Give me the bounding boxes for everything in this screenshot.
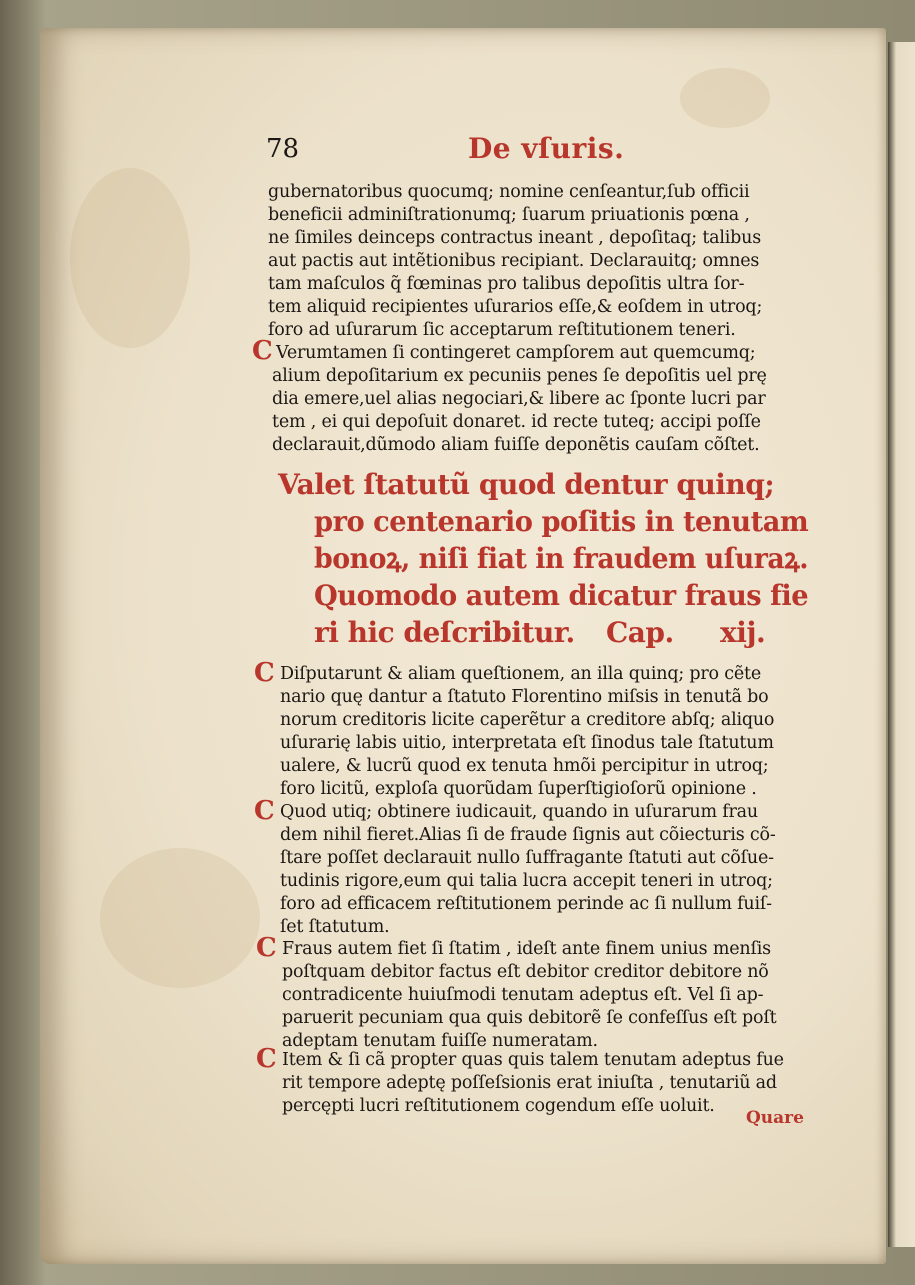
text-line: nario quę dantur a ſtatuto Florentino miſsis in tenutã bo: [280, 687, 769, 707]
page-number: 78: [266, 134, 300, 164]
text-line: rit tempore adeptę poſſeſsionis erat iniuſta , tenutariũ ad: [282, 1073, 777, 1093]
text-line: foro ad efficacem reſtitutionem perinde ac ſi nullum fuiſ-: [280, 894, 772, 914]
text-line: Verumtamen ſi contingeret campſorem aut quemcumq;: [276, 343, 756, 363]
text-line: ſtare poſſet declarauit nullo ſuffragante ſtatuti aut cõſue-: [280, 848, 774, 868]
text-line: ne ſimiles deinceps contractus ineant , depoſitaq; talibus: [268, 228, 762, 248]
text-line: foro licitũ, exploſa quorũdam ſuperſtigioſorũ opinione .: [280, 779, 757, 799]
text-line: uſurarię labis uitio, interpretata eſt ſinodus tale ſtatutum: [280, 733, 774, 753]
text-line: gubernatoribus quocumq; nomine cenſeantur,ſub officii: [268, 182, 750, 202]
text-line: norum creditoris licite caperẽtur a creditore abſq; aliquo: [280, 710, 775, 730]
chapter-heading-line: pro centenario poſitis in tenutam: [314, 505, 809, 538]
chapter-number: xij.: [720, 616, 766, 649]
text-line: foro ad uſurarum ſic acceptarum reſtitutionem teneri.: [268, 320, 736, 340]
text-line: Quod utiq; obtinere iudicauit, quando in uſurarum frau: [280, 802, 758, 822]
pilcrow-mark: C: [252, 336, 273, 366]
text-line: tem , ei qui depoſuit donaret. id recte tuteq; accipi poſſe: [272, 412, 761, 432]
text-line: dia emere,uel alias negociari,& libere ac ſponte lucri par: [272, 389, 766, 409]
chapter-heading-line: Quomodo autem dicatur fraus fie: [314, 579, 809, 612]
text-line: ualere, & lucrũ quod ex tenuta hmõi percipitur in utroq;: [280, 756, 769, 776]
text-line: dem nihil fieret.Alias ſi de fraude ſignis aut cõiecturis cõ-: [280, 825, 776, 845]
chapter-heading-line: bonoꝝ, niſi fiat in fraudem uſuraꝝ.: [314, 542, 809, 575]
text-line: paruerit pecuniam qua quis debitorẽ ſe confeſſus eſt poſt: [282, 1008, 777, 1028]
catchword: Quare: [746, 1108, 804, 1128]
pilcrow-mark: C: [254, 796, 275, 826]
text-line: tudinis rigore,eum qui talia lucra accepit teneri in utroq;: [280, 871, 773, 891]
text-line: contradicente huiuſmodi tenutam adeptus eſt. Vel ſi ap-: [282, 985, 764, 1005]
pilcrow-mark: C: [256, 933, 277, 963]
text-line: declarauit,dũmodo aliam fuiſſe deponẽtis cauſam cõſtet.: [272, 435, 760, 455]
chapter-heading-line: Valet ſtatutũ quod dentur quinq;: [278, 468, 775, 501]
text-line: percępti lucri reſtitutionem cogendum eſſe uoluit.: [282, 1096, 715, 1116]
text-line: Item & ſi cã propter quas quis talem tenutam adeptus fue: [282, 1050, 784, 1070]
text-line: beneficii adminiſtrationumq; ſuarum priuationis pœna ,: [268, 205, 750, 225]
text-line: adeptam tenutam fuiſſe numeratam.: [282, 1031, 598, 1051]
pilcrow-mark: C: [254, 658, 275, 688]
text-line: poſtquam debitor factus eſt debitor creditor debitore nõ: [282, 962, 769, 982]
chapter-label: Cap.: [606, 616, 674, 649]
text-line: tam maſculos q̃ fœminas pro talibus depoſitis ultra ſor-: [268, 274, 745, 294]
pilcrow-mark: C: [256, 1044, 277, 1074]
text-line: ſet ſtatutum.: [280, 917, 390, 937]
text-line: alium depoſitarium ex pecuniis penes ſe depoſitis uel prę: [272, 366, 767, 386]
running-title: De vſuris.: [468, 132, 625, 165]
text-line: Fraus autem fiet ſi ſtatim , ideſt ante finem unius menſis: [282, 939, 771, 959]
text-line: Diſputarunt & aliam queſtionem, an illa quinq; pro cẽte: [280, 664, 761, 684]
text-line: aut pactis aut intẽtionibus recipiant. Declarauitq; omnes: [268, 251, 760, 271]
text-line: tem aliquid recipientes uſurarios eſſe,& eoſdem in utroq;: [268, 297, 763, 317]
chapter-heading-line: ri hic deſcribitur.: [314, 616, 575, 649]
